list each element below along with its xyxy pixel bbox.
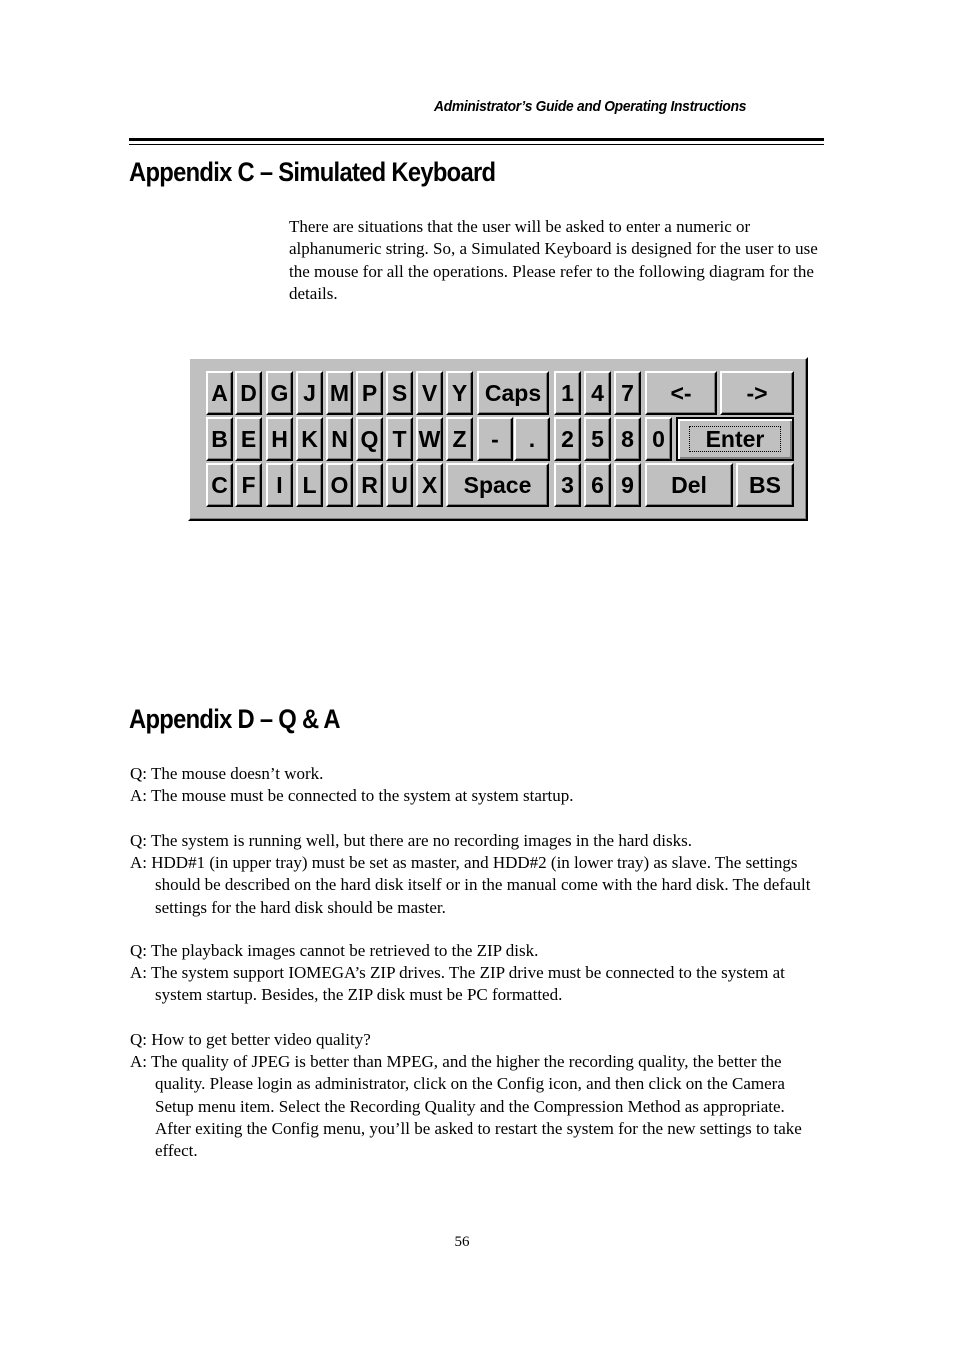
key-k[interactable]: K: [296, 417, 323, 461]
qa-answer: A: The quality of JPEG is better than MPEG, and the higher the recording quality, the better the quality. Please login as administrator, click on the Config icon, and then click on the Camera Setup menu item. Select the Recording Quality and the Compression Method as appropriate. After exiting the Config menu, you’ll be asked to restart the system for the new settings to take effect.: [130, 1052, 802, 1161]
key-dot[interactable]: .: [514, 417, 550, 461]
key-o[interactable]: O: [326, 463, 353, 507]
key-del[interactable]: Del: [645, 463, 733, 507]
key-l[interactable]: L: [296, 463, 323, 507]
qa-answer: A: The system support IOMEGA’s ZIP drives. The ZIP drive must be connected to the system at system startup. Besides, the ZIP disk must be PC formatted.: [130, 963, 785, 1005]
key-u[interactable]: U: [386, 463, 413, 507]
key-a[interactable]: A: [206, 371, 233, 415]
key-right-arrow[interactable]: ->: [720, 371, 794, 415]
key-7[interactable]: 7: [614, 371, 641, 415]
simulated-keyboard: [188, 357, 808, 521]
key-b[interactable]: B: [206, 417, 233, 461]
key-v[interactable]: V: [416, 371, 443, 415]
key-y[interactable]: Y: [446, 371, 473, 415]
appendix-d-heading: Appendix D – Q & A: [129, 704, 340, 734]
key-x[interactable]: X: [416, 463, 443, 507]
key-h[interactable]: H: [266, 417, 293, 461]
key-2[interactable]: 2: [554, 417, 581, 461]
key-enter-label: Enter: [689, 426, 782, 452]
key-3[interactable]: 3: [554, 463, 581, 507]
key-0[interactable]: 0: [645, 417, 672, 461]
qa-question: Q: The system is running well, but there are no recording images in the hard disks.: [130, 831, 692, 850]
key-dash[interactable]: -: [477, 417, 513, 461]
key-4[interactable]: 4: [584, 371, 611, 415]
qa-item: [130, 763, 820, 807]
qa-item: [130, 830, 820, 919]
appendix-c-intro: There are situations that the user will be asked to enter a numeric or alphanumeric string. So, a Simulated Keyboard is designed for the user to use the mouse for all the operations. Please refer to the following diagram for the details.: [289, 217, 818, 303]
key-e[interactable]: E: [235, 417, 262, 461]
key-p[interactable]: P: [356, 371, 383, 415]
key-t[interactable]: T: [386, 417, 413, 461]
key-i[interactable]: I: [266, 463, 293, 507]
key-j[interactable]: J: [296, 371, 323, 415]
key-m[interactable]: M: [326, 371, 353, 415]
header-rule-thick: [129, 138, 824, 141]
key-9[interactable]: 9: [614, 463, 641, 507]
key-5[interactable]: 5: [584, 417, 611, 461]
key-g[interactable]: G: [266, 371, 293, 415]
key-n[interactable]: N: [326, 417, 353, 461]
qa-item: [130, 940, 820, 1007]
key-1[interactable]: 1: [554, 371, 581, 415]
key-c[interactable]: C: [206, 463, 233, 507]
qa-answer: A: The mouse must be connected to the system at system startup.: [130, 786, 574, 806]
header-rule-thin: [129, 144, 824, 145]
key-q[interactable]: Q: [356, 417, 383, 461]
appendix-c-heading: Appendix C – Simulated Keyboard: [129, 157, 496, 187]
key-z[interactable]: Z: [446, 417, 473, 461]
running-header: Administrator’s Guide and Operating Instructions: [434, 98, 747, 115]
qa-question: Q: The playback images cannot be retrieved to the ZIP disk.: [130, 941, 539, 960]
key-space[interactable]: Space: [446, 463, 549, 507]
qa-answer: A: HDD#1 (in upper tray) must be set as master, and HDD#2 (in lower tray) as slave. The settings should be described on the hard disk itself or in the manual come with the hard disk. The default settings for the hard disk should be master.: [130, 853, 811, 917]
key-s[interactable]: S: [386, 371, 413, 415]
page-number: 56: [454, 1234, 470, 1250]
key-enter[interactable]: [676, 417, 794, 461]
key-f[interactable]: F: [235, 463, 262, 507]
key-w[interactable]: W: [416, 417, 443, 461]
qa-question: Q: How to get better video quality?: [130, 1030, 371, 1049]
qa-question: Q: The mouse doesn’t work.: [130, 764, 324, 783]
qa-item: [130, 1029, 820, 1162]
key-caps[interactable]: Caps: [477, 371, 549, 415]
key-d[interactable]: D: [235, 371, 262, 415]
key-6[interactable]: 6: [584, 463, 611, 507]
key-8[interactable]: 8: [614, 417, 641, 461]
key-left-arrow[interactable]: <-: [645, 371, 717, 415]
key-bs[interactable]: BS: [736, 463, 794, 507]
key-r[interactable]: R: [356, 463, 383, 507]
